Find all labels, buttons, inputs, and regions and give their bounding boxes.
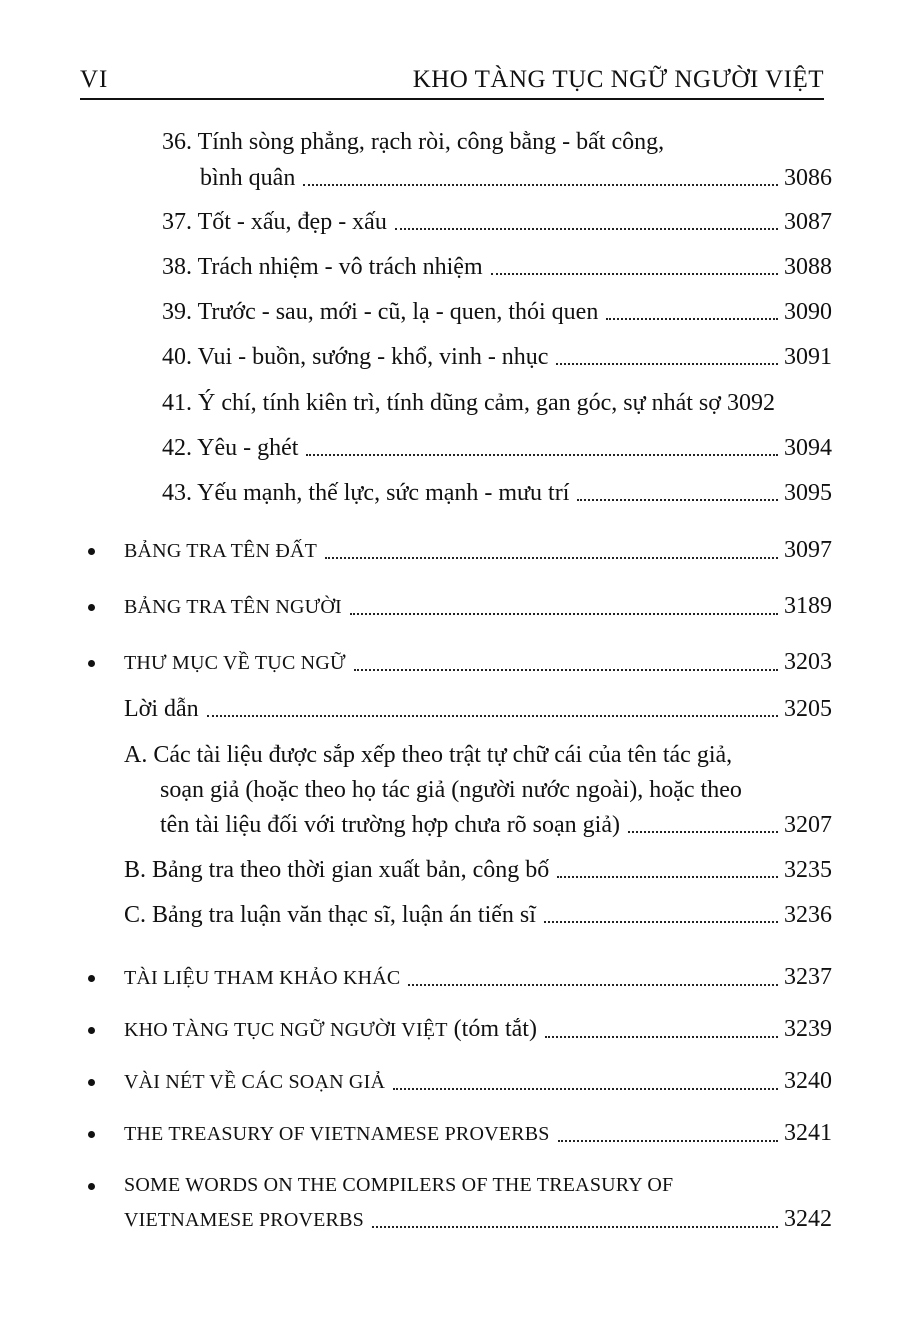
toc-section-label: KHO TÀNG TỤC NGỮ NGƯỜI VIỆT [124, 1019, 448, 1041]
toc-entry-label: tên tài liệu đối với trường hợp chưa rõ soạn giả) [160, 812, 620, 838]
bullet-icon [88, 548, 95, 555]
dot-leader [350, 612, 778, 615]
toc-page-number: 3241 [784, 1120, 832, 1146]
toc-section-treasury[interactable] [124, 1119, 832, 1148]
toc-section-label: THƯ MỤC VỀ TỤC NGỮ [124, 652, 346, 674]
toc-entry-label: 39. Trước - sau, mới - cũ, lạ - quen, thói quen [162, 299, 599, 325]
toc-section-tai-lieu-tham-khao[interactable] [124, 963, 832, 992]
toc-section-label: VÀI NÉT VỀ CÁC SOẠN GIẢ [124, 1071, 386, 1093]
toc-entry-label: bình quân [200, 165, 296, 191]
toc-section-ban-tra-ten-nguoi[interactable] [124, 592, 832, 621]
toc-page-number: 3203 [784, 649, 832, 675]
toc-subsection-a-line2: soạn giả (hoặc theo họ tác giả (người nước ngoài), hoặc theo [160, 777, 742, 803]
toc-page-number: 3086 [784, 165, 832, 191]
toc-entry-36[interactable] [200, 164, 832, 192]
toc-entry-36-line1: 36. Tính sòng phẳng, rạch ròi, công bằng - bất công, [162, 129, 665, 155]
dot-leader [303, 183, 778, 186]
dot-leader [545, 1035, 778, 1038]
dot-leader [556, 362, 778, 365]
toc-section-label: BẢNG TRA TÊN NGƯỜI [124, 596, 342, 618]
toc-page-number: 3205 [784, 696, 832, 722]
dot-leader [408, 983, 778, 986]
toc-entry-label: 37. Tốt - xấu, đẹp - xấu [162, 209, 387, 235]
toc-entry-label: 38. Trách nhiệm - vô trách nhiệm [162, 254, 483, 280]
toc-entry-41[interactable] [162, 389, 832, 417]
toc-subsection-b[interactable] [124, 856, 832, 884]
toc-entry-label: 41. Ý chí, tính kiên trì, tính dũng cảm, gan góc, sự nhát sợ [162, 390, 721, 416]
dot-leader [372, 1225, 778, 1228]
bullet-icon [88, 1027, 95, 1034]
toc-section-label: VIETNAMESE PROVERBS [124, 1209, 364, 1231]
running-title: KHO TÀNG TỤC NGỮ NGƯỜI VIỆT [412, 66, 824, 93]
bullet-icon [88, 1079, 95, 1086]
toc-page-number: 3242 [784, 1206, 832, 1232]
toc-page-number: 3091 [784, 344, 832, 370]
bullet-icon [88, 604, 95, 611]
toc-entry-label: B. Bảng tra theo thời gian xuất bản, công bố [124, 857, 550, 883]
toc-page-number: 3092 [726, 390, 775, 416]
toc-entry-label: 42. Yêu - ghét [162, 435, 299, 461]
toc-entry-39[interactable] [162, 298, 832, 326]
toc-subsection-a-line1: A. Các tài liệu được sắp xếp theo trật tự chữ cái của tên tác giả, [124, 742, 733, 768]
toc-section-label: THE TREASURY OF VIETNAMESE PROVERBS [124, 1123, 550, 1145]
dot-leader [491, 272, 778, 275]
toc-section-compilers-line1: SOME WORDS ON THE COMPILERS OF THE TREASURY OF [124, 1174, 674, 1196]
toc-page-number: 3237 [784, 964, 832, 990]
toc-entry-43[interactable] [162, 479, 832, 507]
toc-entry-37[interactable] [162, 208, 832, 236]
dot-leader [557, 875, 778, 878]
dot-leader [558, 1139, 778, 1142]
toc-section-ban-tra-ten-dat[interactable] [124, 536, 832, 565]
toc-entry-42[interactable] [162, 434, 832, 462]
toc-subsection-c[interactable] [124, 901, 832, 929]
dot-leader [325, 556, 778, 559]
page-number: VI [80, 66, 109, 93]
toc-subsection-loi-dan[interactable] [124, 695, 832, 723]
toc-entry-40[interactable] [162, 343, 832, 371]
toc-section-vai-net[interactable] [124, 1067, 832, 1096]
toc-entry-38[interactable] [162, 253, 832, 281]
bullet-icon [88, 1183, 95, 1190]
toc-entry-label: 40. Vui - buồn, sướng - khổ, vinh - nhục [162, 344, 549, 370]
dot-leader [628, 830, 778, 833]
bullet-icon [88, 1131, 95, 1138]
toc-section-thu-muc[interactable] [124, 648, 832, 677]
toc-subsection-a[interactable] [160, 811, 832, 839]
dot-leader [606, 317, 778, 320]
toc-section-label: BẢNG TRA TÊN ĐẤT [124, 540, 318, 562]
toc-page-number: 3090 [784, 299, 832, 325]
dot-leader [207, 714, 778, 717]
dot-leader [354, 668, 778, 671]
toc-page-number: 3207 [784, 812, 832, 838]
dot-leader [577, 498, 778, 501]
toc-page-number: 3087 [784, 209, 832, 235]
toc-page-number: 3088 [784, 254, 832, 280]
toc-page-number: 3236 [784, 902, 832, 928]
dot-leader [306, 453, 778, 456]
toc-page-number: 3097 [784, 537, 832, 563]
dot-leader [544, 920, 778, 923]
toc-entry-label: 43. Yếu mạnh, thế lực, sức mạnh - mưu trí [162, 480, 570, 506]
bullet-icon [88, 975, 95, 982]
toc-page-number: 3235 [784, 857, 832, 883]
toc-page-number: 3095 [784, 480, 832, 506]
toc-page-number: 3094 [784, 435, 832, 461]
toc-section-compilers[interactable] [124, 1205, 832, 1234]
toc-entry-label: C. Bảng tra luận văn thạc sĩ, luận án tiến sĩ [124, 902, 536, 928]
toc-section-kho-tang-tom-tat[interactable] [124, 1015, 832, 1044]
toc-entry-label: Lời dẫn [124, 696, 199, 722]
toc-page-number: 3240 [784, 1068, 832, 1094]
toc-section-label: TÀI LIỆU THAM KHẢO KHÁC [124, 967, 401, 989]
toc-section-suffix: (tóm tắt) [447, 1016, 537, 1042]
bullet-icon [88, 660, 95, 667]
dot-leader [395, 227, 778, 230]
dot-leader [393, 1087, 778, 1090]
toc-page-number: 3189 [784, 593, 832, 619]
toc-page-number: 3239 [784, 1016, 832, 1042]
